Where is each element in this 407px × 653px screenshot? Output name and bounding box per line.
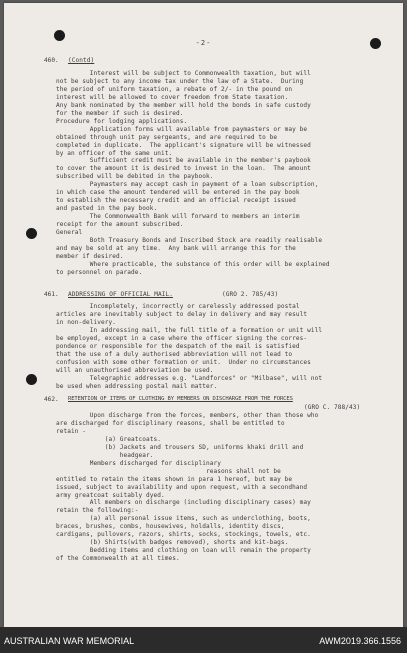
archive-footer bbox=[0, 627, 407, 653]
text-line: Members discharged for disciplinary bbox=[56, 459, 221, 467]
section-heading: ADDRESSING OF OFFICIAL MAIL. bbox=[68, 291, 173, 298]
text-line: (a) Greatcoats. bbox=[56, 435, 161, 443]
section-number: 462. bbox=[44, 396, 59, 403]
text-line: General bbox=[56, 229, 83, 237]
section-body bbox=[56, 303, 322, 390]
text-line: Both Treasury Bonds and Inscribed Stock are readily realisable bbox=[56, 237, 323, 245]
text-line: be employed, except in a case where the officer signing the corres- bbox=[56, 334, 308, 342]
document-page bbox=[4, 3, 403, 627]
section-heading: RETENTION OF ITEMS OF CLOTHING BY MEMBERS ON DISCHARGE FROM THE FORCES bbox=[68, 396, 293, 402]
text-line: of the Commonwealth at all times. bbox=[56, 555, 180, 563]
text-line: to establish the necessary credit and an official receipt issued bbox=[56, 197, 296, 205]
text-line: In addressing mail, the full title of a formation or unit will bbox=[56, 326, 323, 334]
text-line: be used when addressing postal mail matter. bbox=[56, 382, 218, 390]
punch-hole-middle-left bbox=[26, 228, 37, 239]
text-line: Incompletely, incorrectly or carelessly addressed postal bbox=[56, 303, 300, 310]
text-line: Paymasters may accept cash in payment of a loan subscription, bbox=[56, 181, 319, 189]
text-line: by an officer of the same unit. bbox=[56, 149, 173, 157]
section-number: 460. bbox=[44, 57, 59, 64]
text-line: to cover the amount it is desired to invest in the loan. The amount bbox=[56, 165, 311, 173]
text-line: and may be sold at any time. Any bank will arrange this for the bbox=[56, 244, 296, 252]
section-reference: (GRO C. 788/43) bbox=[304, 404, 361, 411]
text-line: issued, subject to availability and upon request, with a secondhand bbox=[56, 483, 308, 491]
text-line: (b) Jackets and trousers SD, uniforms khaki drill and bbox=[56, 443, 304, 451]
text-line: for the member if such is desired. bbox=[56, 109, 184, 117]
text-line: pondence or responsible for the despatch of the mail is satisfied bbox=[56, 342, 300, 350]
text-line: (b) Shirts(with badges removed), shorts and kit-bags. bbox=[56, 539, 289, 547]
punch-hole-lower-left bbox=[26, 374, 37, 385]
text-line: are discharged for disciplinary reasons, shall be entitled to bbox=[56, 419, 285, 427]
section-body bbox=[56, 412, 318, 563]
section-heading: (Contd) bbox=[68, 57, 95, 64]
text-line: The Commonwealth Bank will forward to members an interim bbox=[56, 213, 300, 221]
text-line: member if desired. bbox=[56, 252, 124, 260]
text-line: Sufficient credit must be available in the member's paybook bbox=[56, 157, 311, 165]
section-body bbox=[56, 70, 330, 277]
text-line: army greatcoat suitably dyed. bbox=[56, 491, 165, 499]
text-line: All members on discharge (including disciplinary cases) may bbox=[56, 499, 311, 507]
text-line: Procedure for lodging applications. bbox=[56, 117, 188, 125]
text-line: obtained through unit pay sergeants, and are required to be bbox=[56, 133, 278, 141]
text-line: completed in duplicate. The applicant's signature will be witnessed bbox=[56, 141, 311, 149]
text-line: in which case the amount tendered will be entered in the pay book bbox=[56, 189, 300, 197]
text-line: receipt for the amount subscribed. bbox=[56, 221, 184, 229]
text-line: Application forms will available from paymasters or may be bbox=[56, 125, 308, 133]
text-line: in non-delivery. bbox=[56, 318, 116, 326]
text-line: interest will be allowed to cover freedom from State taxation. bbox=[56, 93, 289, 101]
archive-reference: AWM2019.366.1556 bbox=[319, 636, 401, 646]
text-line: reasons shall not be bbox=[56, 467, 281, 475]
text-line: subscribed will be debited in the paybook. bbox=[56, 173, 214, 181]
text-line: retain the following:- bbox=[56, 507, 139, 515]
text-line: (a) all personal issue items, such as underclothing, boots, bbox=[56, 515, 311, 523]
text-line: entitled to retain the items shown in para 1 hereof, but may be bbox=[56, 475, 293, 483]
text-line: Interest will be subject to Commonwealth taxation, but will bbox=[56, 70, 311, 77]
text-line: the period of uniform taxation, a rebate of 2/- in the pound on bbox=[56, 85, 293, 93]
page-number: -2- bbox=[195, 39, 212, 47]
text-line: Where practicable, the substance of this order will be explained bbox=[56, 260, 330, 268]
text-line: Bedding items and clothing on loan will remain the property bbox=[56, 547, 311, 555]
section-number: 461. bbox=[44, 291, 59, 298]
text-line: headgear. bbox=[56, 451, 154, 459]
text-line: and pasted in the pay book. bbox=[56, 205, 158, 213]
text-line: confusion with some other formation or unit. Under no circumstances bbox=[56, 358, 311, 366]
text-line: Any bank nominated by the member will hold the bonds in safe custody bbox=[56, 101, 311, 109]
text-line: not be subject to any income tax under the law of a State. During bbox=[56, 77, 304, 85]
text-line: Upon discharge from the forces, members, other than those who bbox=[56, 412, 319, 419]
text-line: will an unauthorised abbreviation be used. bbox=[56, 366, 214, 374]
archive-name: AUSTRALIAN WAR MEMORIAL bbox=[4, 636, 135, 646]
text-line: braces, brushes, combs, housewives, holdalls, identity discs, bbox=[56, 523, 285, 531]
text-line: retain - bbox=[56, 427, 86, 435]
text-line: articles are inevitably subject to delay in delivery and may result bbox=[56, 310, 308, 318]
section-reference: (GRO 2. 785/43) bbox=[222, 291, 279, 298]
text-line: to personnel on parade. bbox=[56, 268, 143, 276]
text-line: Telegraphic addresses e.g. "Landforces" or "Milbase", will not bbox=[56, 374, 323, 382]
text-line: cardigans, pullovers, razors, shirts, socks, stockings, towels, etc. bbox=[56, 531, 311, 539]
text-line: that the use of a duly authorised abbreviation will not lead to bbox=[56, 350, 293, 358]
